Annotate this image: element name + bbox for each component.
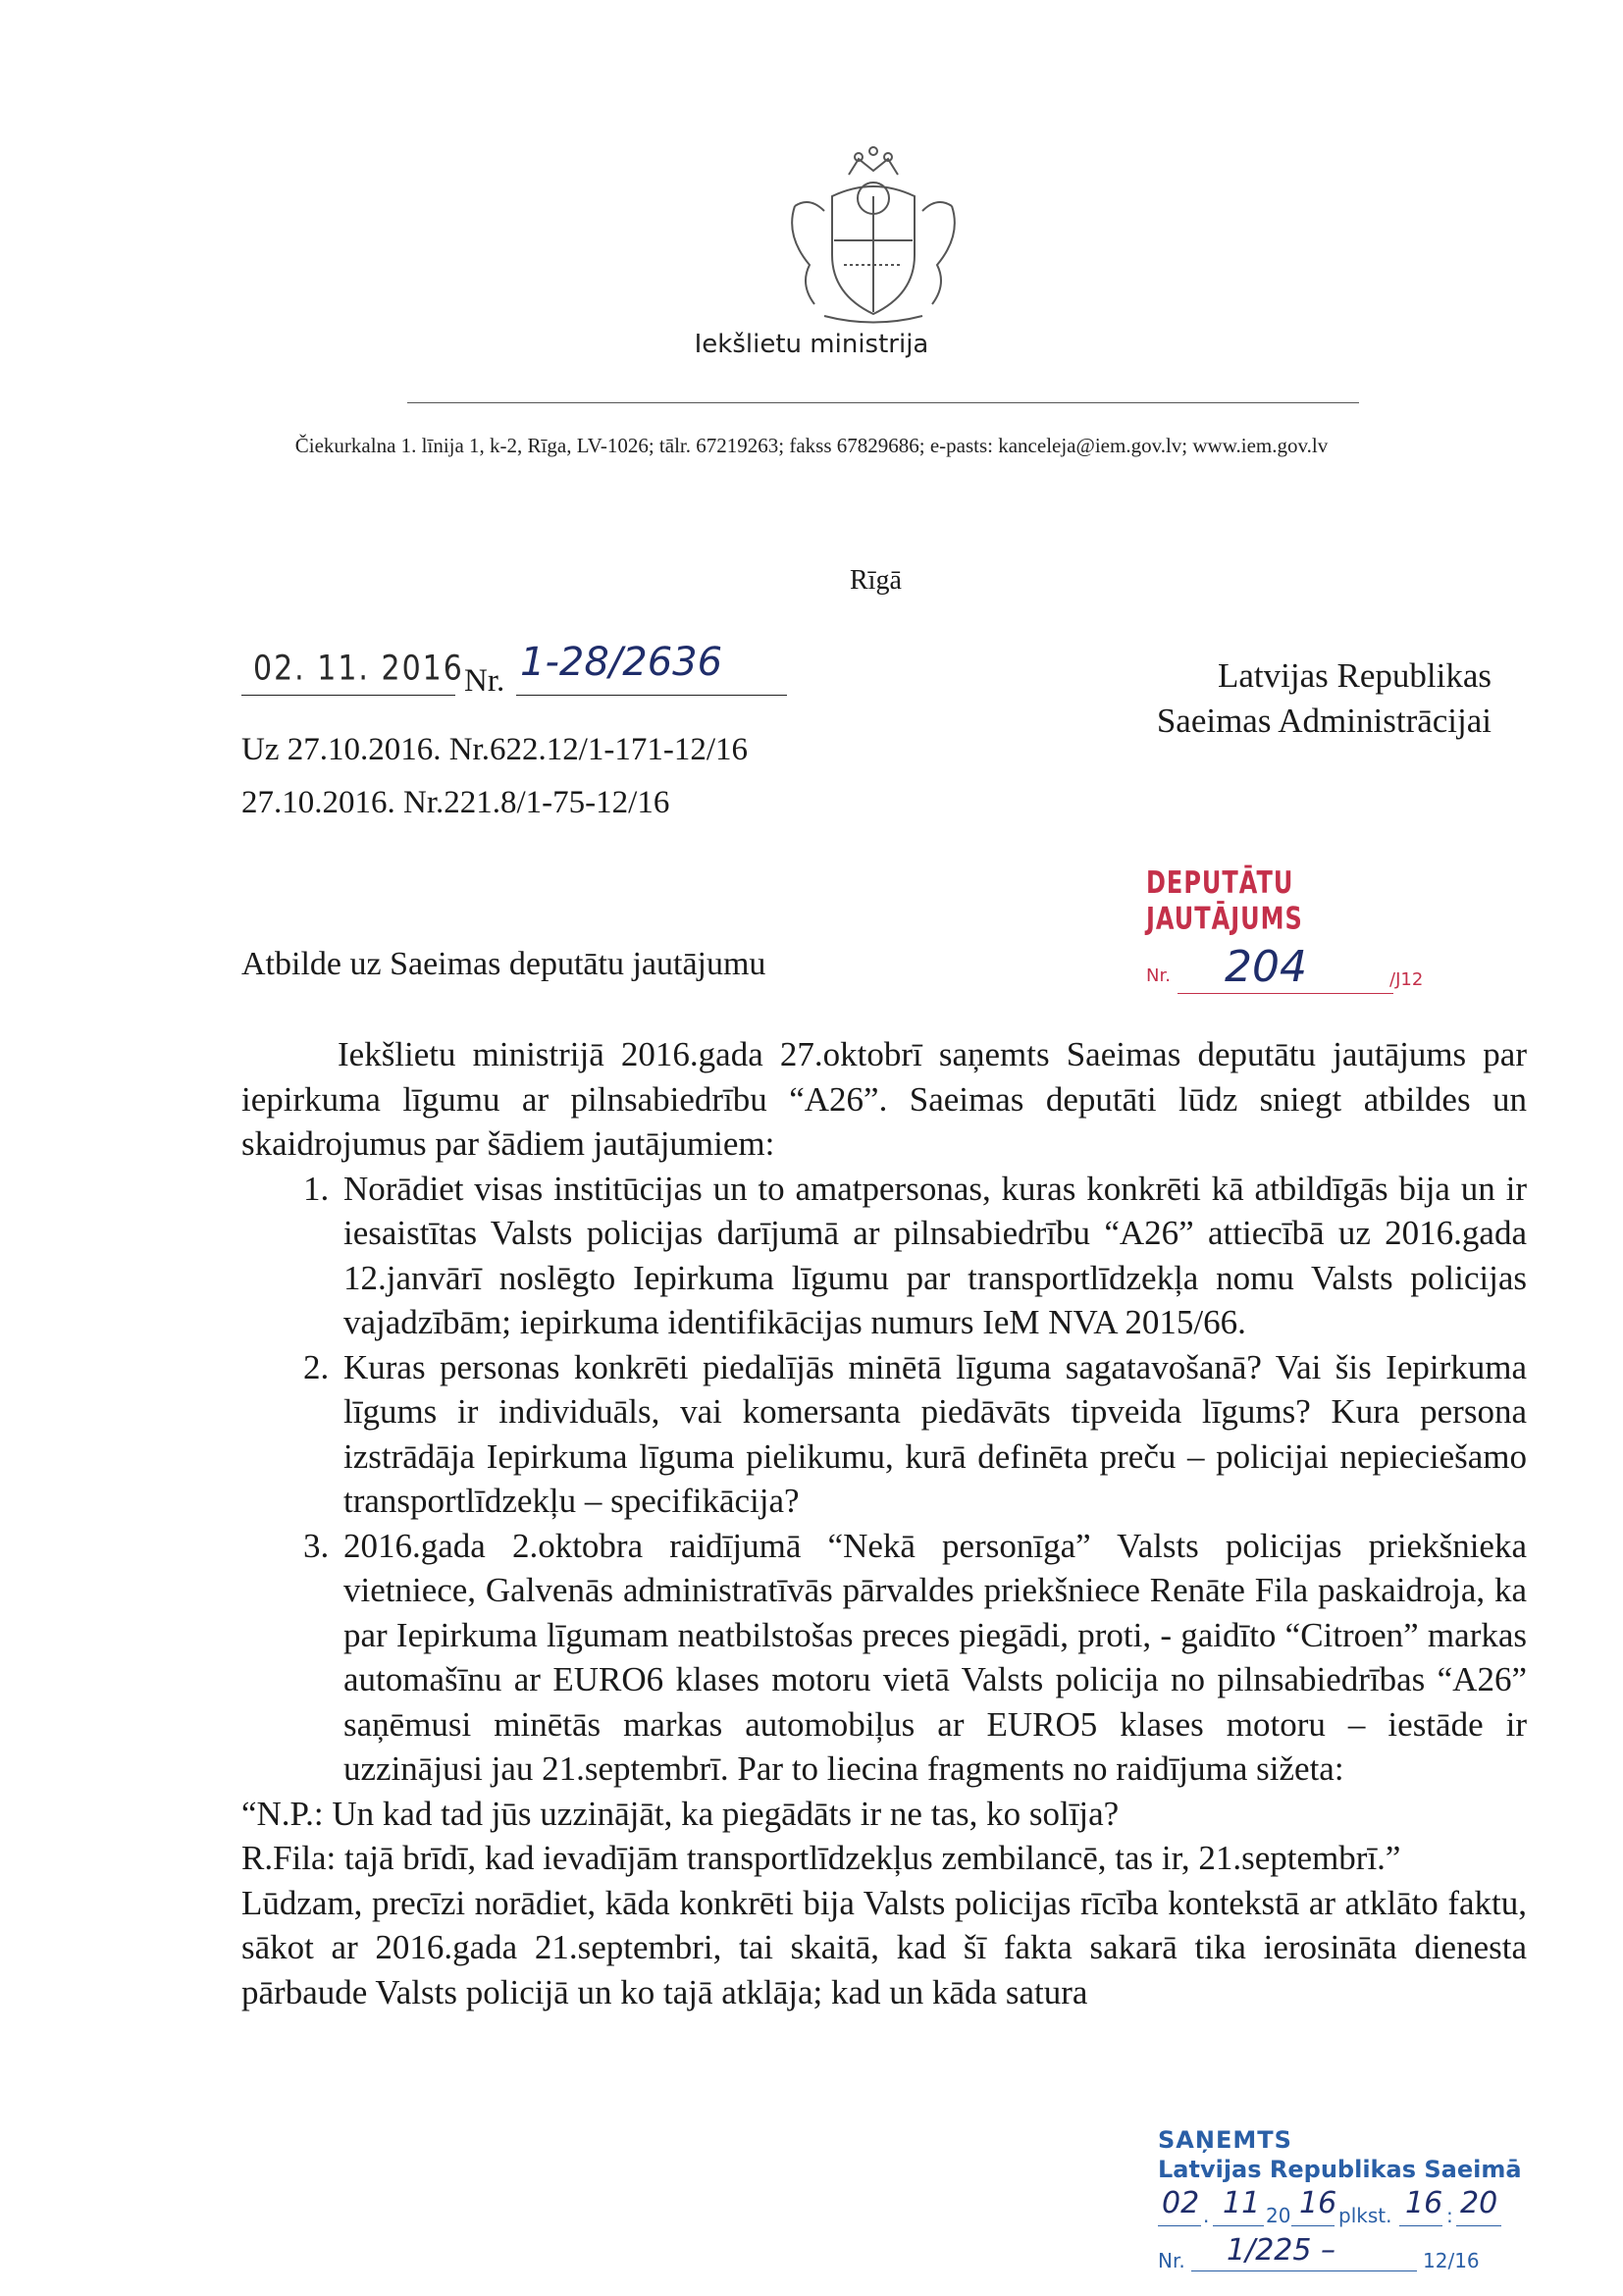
received-nr-value: 1/225 –: [1227, 2233, 1335, 2268]
letterhead-divider: [407, 402, 1359, 403]
deputy-stamp-nr-label: Nr.: [1146, 965, 1171, 986]
received-stamp: [1158, 2127, 1550, 2276]
question-list: [241, 1167, 1527, 1792]
deputy-question-stamp: [1146, 864, 1450, 999]
ministry-name: Iekšlietu ministrija: [694, 330, 929, 359]
deputy-stamp-suffix: /J12: [1389, 969, 1424, 990]
received-year: 16: [1299, 2186, 1337, 2220]
received-stamp-date-row: 02 . 11 20 16 plkst. 16 : 20: [1158, 2186, 1550, 2231]
recipient: [981, 653, 1492, 744]
coat-of-arms-icon: [756, 137, 991, 334]
received-nr-label: Nr.: [1158, 2249, 1185, 2272]
letter-body: [241, 1032, 1527, 2014]
reference-line-2: 27.10.2016. Nr.221.8/1-75-12/16: [241, 785, 670, 820]
nr-underline: [516, 695, 787, 696]
received-day-line: [1158, 2225, 1201, 2226]
deputy-stamp-number: 204: [1225, 942, 1307, 992]
received-year-prefix: 20: [1266, 2204, 1291, 2227]
city: Rīgā: [850, 565, 902, 596]
question-item: 1. Norādiet visas institūcijas un to amatpersonas, kuras konkrēti kā atbildīgās bija un ir iesaistītas Valsts policijas darījumā ar pilnsabiedrību “A26” attiecībā uz 2016.gada 12.janvārī noslēgto Iepirkuma līgumu par transportlīdzekļa nomu Valsts policijas vajadzībām; iepirkuma identifikācijas numurs IeM NVA 2015/66.: [338, 1167, 1527, 1345]
date-underline: [241, 695, 455, 696]
quote-line-2: R.Fila: tajā brīdī, kad ievadījām transportlīdzekļus zembilancē, tas ir, 21.septembrī.”: [241, 1839, 1401, 1877]
received-nr-line: [1191, 2270, 1417, 2271]
received-hour: 16: [1405, 2186, 1443, 2220]
received-year-line: [1291, 2225, 1335, 2226]
ministry-address: Čiekurkalna 1. līnija 1, k-2, Rīga, LV-1026; tālr. 67219263; fakss 67829686; e-pasts: kanceleja@iem.gov.lv; www.iem.gov.lv: [294, 434, 1329, 457]
request-paragraph: Lūdzam, precīzi norādiet, kāda konkrēti bija Valsts policijas rīcība kontekstā ar atklāto faktu, sākot ar 2016.gada 21.septembri, tai skaitā, kad šī fakta sakarā tika ierosināta dienesta pārbaude Valsts policijā un ko tajā atklāja; kad un kāda satura: [241, 1883, 1527, 2011]
recipient-line-1: Latvijas Republikas: [1218, 656, 1492, 695]
received-time-label: plkst.: [1338, 2204, 1392, 2227]
reference-line-1: Uz 27.10.2016. Nr.622.12/1-171-12/16: [241, 732, 749, 767]
received-hour-line: [1399, 2225, 1442, 2226]
date-stamp: 02. 11. 2016: [253, 649, 464, 689]
received-stamp-subtitle: Latvijas Republikas Saeimā: [1158, 2156, 1522, 2183]
received-stamp-nr-row: [1158, 2231, 1550, 2276]
quote-line-1: “N.P.: Un kad tad jūs uzzinājāt, ka piegādāts ir ne tas, ko solīja?: [241, 1794, 1120, 1833]
deputy-stamp-line: [1178, 993, 1393, 994]
nr-label: Nr.: [464, 663, 505, 699]
received-minute-line: [1456, 2225, 1501, 2226]
registration-number: 1-28/2636: [520, 640, 723, 685]
question-item: 2. Kuras personas konkrēti piedalījās minētā līguma sagatavošanā? Vai šis Iepirkuma līgums ir individuāls, vai komersanta piedāvāts tipveida līgums? Kura persona izstrādāja Iepirkuma līguma pielikumu, kurā definēta preču – policijai nepieciešamo transportlīdzekļu – specifikācija?: [338, 1345, 1527, 1524]
received-stamp-title: SAŅEMTS: [1158, 2126, 1292, 2154]
received-month-line: [1213, 2225, 1264, 2226]
question-item: 3. 2016.gada 2.oktobra raidījumā “Nekā personīga” Valsts policijas priekšnieka vietniece, Galvenās administratīvās pārvaldes priekšniece Renāte Fila paskaidroja, ka par Iepirkuma līgumam neatbilstošas preces piegādi, proti, - gaidīto “Citroen” markas automašīnu ar EURO6 klases motoru vietā Valsts policija no pilnsabiedrības “A26” saņēmusi minētās markas automobiļus ar EURO5 klases motoru – iestāde ir uzzinājusi jau 21.septembrī. Par to liecina fragments no raidījuma sižeta:: [338, 1524, 1527, 1792]
recipient-line-2: Saeimas Administrācijai: [1156, 702, 1492, 740]
deputy-stamp-title: DEPUTĀTU JAUTĀJUMS: [1146, 864, 1303, 937]
received-day: 02: [1162, 2186, 1200, 2220]
received-nr-suffix: 12/16: [1423, 2249, 1480, 2272]
letter-subject: Atbilde uz Saeimas deputātu jautājumu: [241, 946, 766, 982]
received-minute: 20: [1460, 2186, 1498, 2220]
intro-paragraph: Iekšlietu ministrijā 2016.gada 27.oktobrī saņemts Saeimas deputātu jautājums par iepirkuma līgumu ar pilnsabiedrību “A26”. Saeimas deputāti lūdz sniegt atbildes un skaidrojumus par šādiem jautājumiem:: [241, 1035, 1527, 1163]
received-month: 11: [1223, 2186, 1261, 2220]
